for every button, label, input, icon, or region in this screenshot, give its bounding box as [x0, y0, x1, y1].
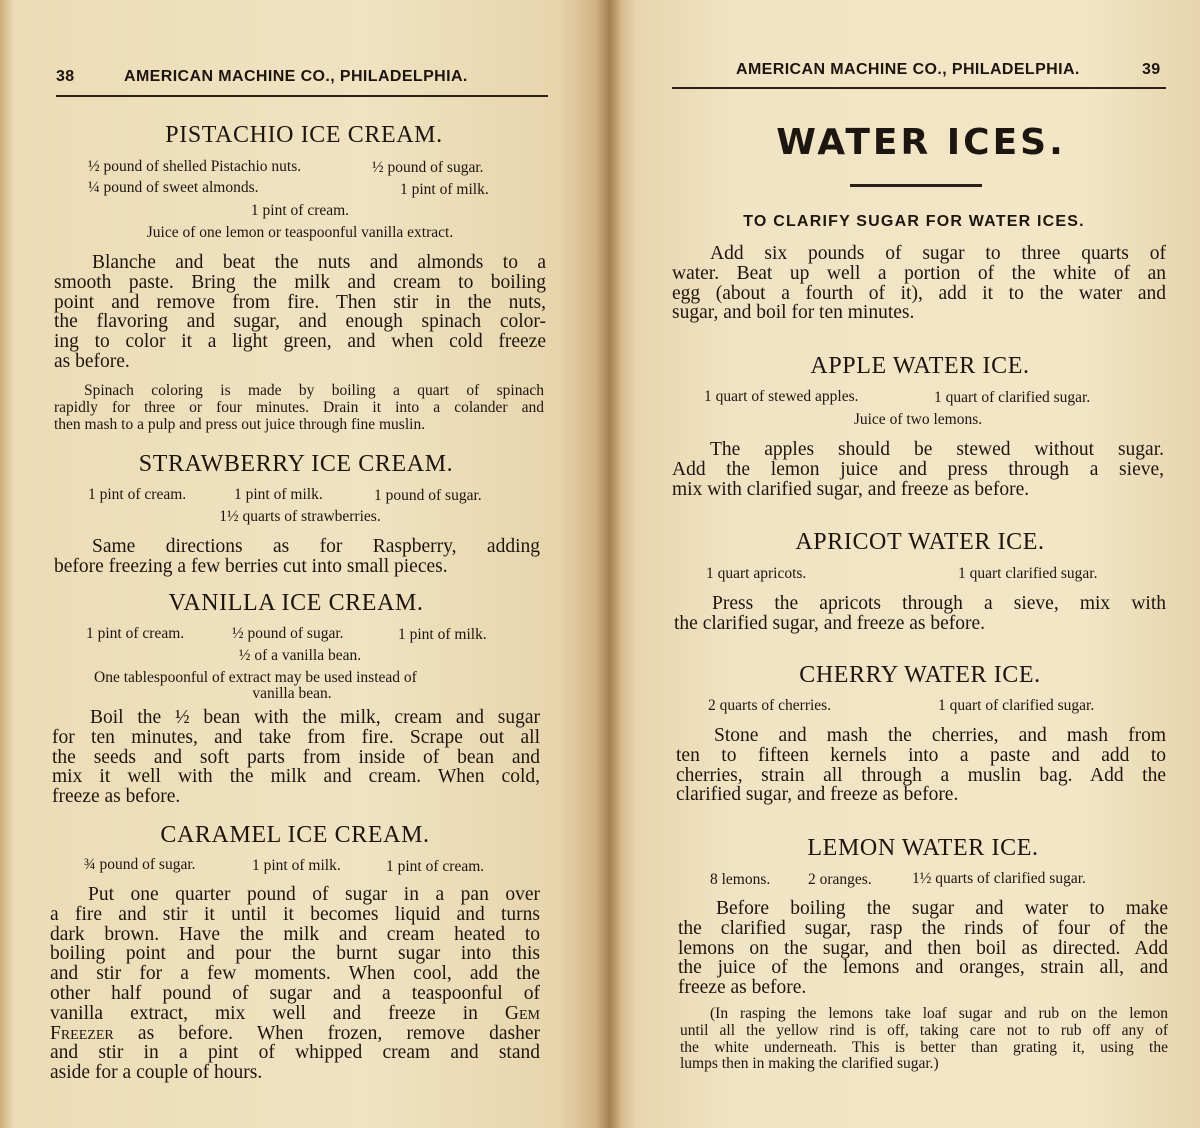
recipe-title-vanilla: VANILLA ICE CREAM.: [168, 590, 424, 616]
recipe-title-apple: APPLE WATER ICE.: [810, 353, 1030, 379]
running-header: AMERICAN MACHINE CO., PHILADELPHIA.: [124, 68, 468, 85]
right-page: [608, 0, 1200, 1128]
recipe-title-strawberry: STRAWBERRY ICE CREAM.: [138, 451, 454, 477]
page-number: 38: [56, 68, 75, 85]
ingredient: ½ pound of sugar.: [232, 625, 344, 642]
ingredient: 1 quart of stewed apples.: [704, 388, 859, 405]
ingredient: 1 pint of milk.: [252, 857, 341, 874]
recipe-title-cherry: CHERRY WATER ICE.: [799, 662, 1041, 688]
recipe-body-apricot: Press the apricots through a sieve, mix with the clarified sugar, and freeze as before.: [674, 593, 1166, 634]
ingredient: 1 pint of milk.: [234, 486, 323, 503]
ingredient: 1 pint of cream.: [86, 625, 185, 642]
header-rule: [672, 87, 1166, 89]
recipe-title-caramel: CARAMEL ICE CREAM.: [160, 822, 430, 848]
ingredient: ½ pound of shelled Pistachio nuts.: [88, 158, 302, 175]
ingredient: Juice of one lemon or teaspoonful vanilla extract.: [146, 224, 454, 241]
ingredient: ½ pound of sugar.: [372, 159, 484, 176]
ingredient-note: vanilla bean.: [252, 685, 332, 702]
ingredient: ¼ pound of sweet almonds.: [88, 179, 259, 196]
ingredient: 1 pint of milk.: [398, 626, 487, 643]
running-header: AMERICAN MACHINE CO., PHILADELPHIA.: [736, 61, 1080, 78]
ingredient: 1 quart of clarified sugar.: [934, 389, 1091, 406]
ingredient: 1½ quarts of strawberries.: [219, 508, 381, 525]
section-rule: [850, 184, 982, 187]
ingredient: 2 oranges.: [808, 871, 872, 888]
footnote-lemon: (In rasping the lemons take loaf sugar and rub on the lemon until all the yellow rind is off, taking care not to rub off any of the white underneath. This is better than grating it, using the lumps then in making the clarified sugar.): [680, 1005, 1168, 1073]
ingredient: 1 pint of cream.: [250, 202, 350, 219]
recipe-body-vanilla: Boil the ½ bean with the milk, cream and sugar for ten minutes, and take from fire. Scrape out all the seeds and soft parts from inside of bean and mix it well with the milk and cream. When cold, freeze as before.: [52, 707, 540, 808]
ingredient: Juice of two lemons.: [853, 411, 983, 428]
ingredient: 2 quarts of cherries.: [708, 697, 832, 714]
ingredient: 1 pint of milk.: [400, 181, 489, 198]
section-title: WATER ICES.: [776, 122, 1066, 163]
ingredient: 1 pint of cream.: [88, 486, 187, 503]
ingredient: 1 pound of sugar.: [374, 487, 482, 504]
footnote-spinach: Spinach coloring is made by boiling a quart of spinach rapidly for three or four minutes. Drain it into a colander and then mash to a pulp and press out juice through fine muslin.: [54, 382, 544, 433]
recipe-body-pistachio: Blanche and beat the nuts and almonds to a smooth paste. Bring the milk and cream to boiling point and remove from fire. Then stir in the nuts, the flavoring and sugar, and enough spinach color- ing to color it a light green, and when cold freeze as before.: [54, 252, 546, 372]
recipe-title-apricot: APRICOT WATER ICE.: [795, 529, 1045, 555]
recipe-body-apple: The apples should be stewed without sugar. Add the lemon juice and press through a sieve, mix with clarified sugar, and freeze as before.: [672, 439, 1164, 500]
recipe-body-caramel: Put one quarter pound of sugar in a pan over a fire and stir it until it becomes liquid and turns dark brown. Have the milk and cream heated to boiling point and pour the burnt sugar into this and stir for a few moments. When cool, add the other half pound of sugar and a teaspoonful of vanilla extract, mix well and freeze in Gem Freezer as before. When frozen, remove dasher and stir in a pint of whipped cream and stand aside for a couple of hours.: [50, 884, 540, 1084]
ingredient: 1 quart apricots.: [706, 565, 807, 582]
page-number: 39: [1142, 61, 1161, 78]
ingredient: 1½ quarts of clarified sugar.: [912, 870, 1086, 887]
recipe-body-lemon: Before boiling the sugar and water to make the clarified sugar, rasp the rinds of four of the lemons on the sugar, and then boil as directed. Add the juice of the lemons and oranges, strain all, and freeze as before.: [678, 898, 1168, 999]
ingredient: 1 quart of clarified sugar.: [938, 697, 1095, 714]
ingredient-note: One tablespoonful of extract may be used instead of: [94, 669, 417, 686]
subsection-title: TO CLARIFY SUGAR FOR WATER ICES.: [743, 213, 1085, 230]
ingredient: ½ of a vanilla bean.: [238, 647, 362, 664]
book-gutter: [596, 0, 622, 1128]
recipe-body-strawberry: Same directions as for Raspberry, adding before freezing a few berries cut into small pieces.: [54, 536, 540, 577]
ingredient: 1 quart clarified sugar.: [958, 565, 1098, 582]
brand-name: Freezer: [50, 1022, 114, 1044]
recipe-title-lemon: LEMON WATER ICE.: [807, 835, 1039, 861]
header-rule: [56, 95, 548, 97]
recipe-body-clarify: Add six pounds of sugar to three quarts of water. Beat up well a portion of the white of an egg (about a fourth of it), add it to the water and sugar, and boil for ten minutes.: [672, 243, 1166, 324]
ingredient: ¾ pound of sugar.: [84, 856, 196, 873]
recipe-title-pistachio: PISTACHIO ICE CREAM.: [165, 122, 443, 148]
recipe-body-cherry: Stone and mash the cherries, and mash from ten to fifteen kernels into a paste and add to cherries, strain all through a muslin bag. Add the clarified sugar, and freeze as before.: [676, 725, 1166, 806]
ingredient: 1 pint of cream.: [386, 858, 485, 875]
ingredient: 8 lemons.: [710, 871, 771, 888]
brand-name: Gem: [504, 1002, 540, 1024]
